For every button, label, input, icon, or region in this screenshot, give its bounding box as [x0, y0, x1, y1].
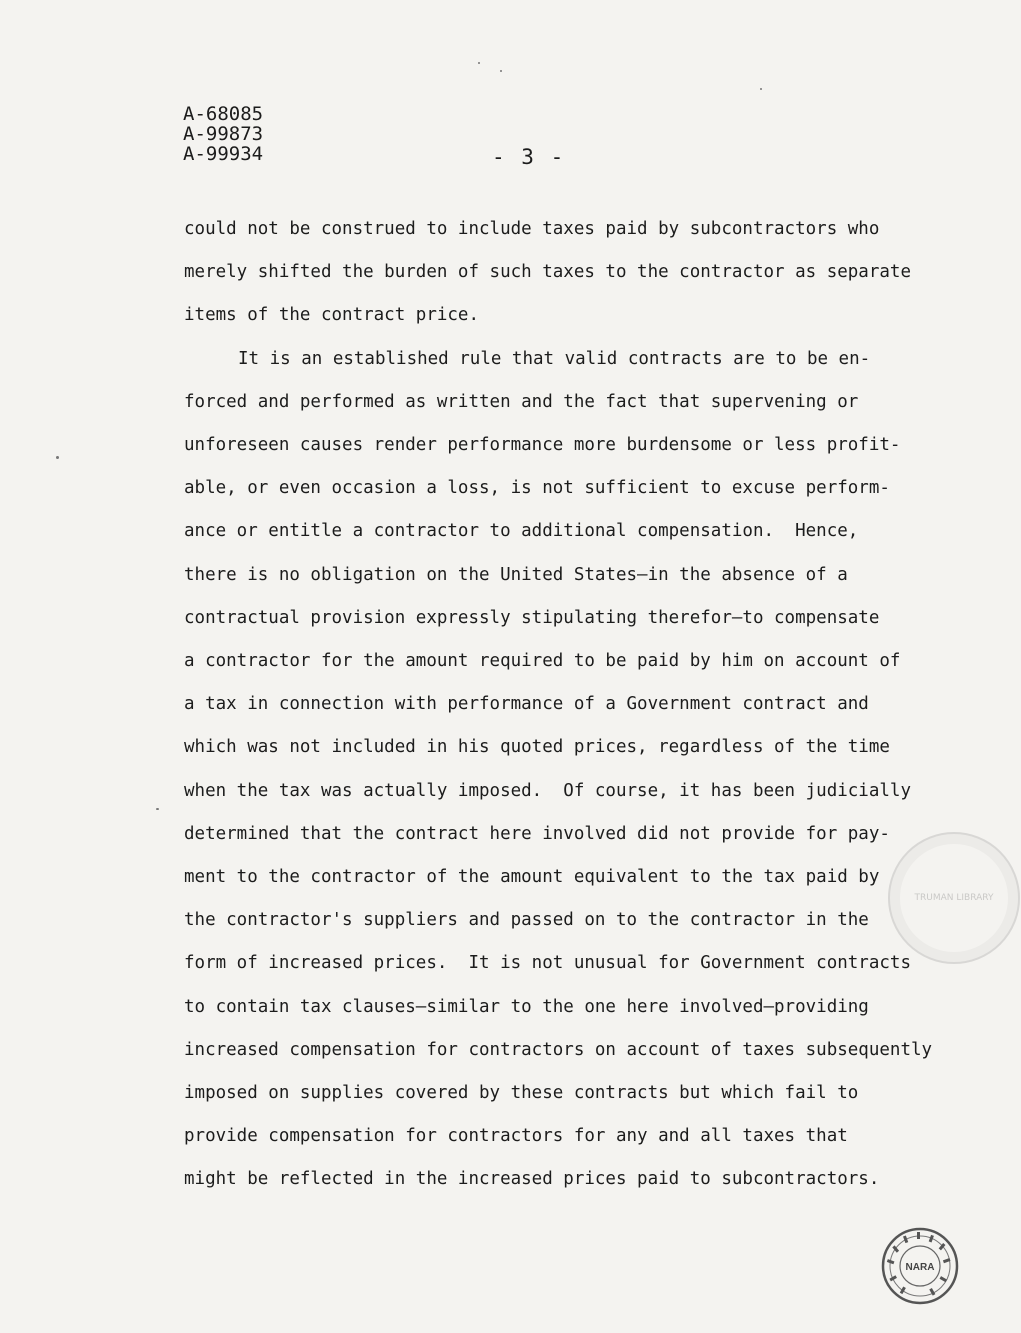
text-line: ment to the contractor of the amount equivalent to the tax paid by: [184, 867, 880, 888]
svg-text:NARA: NARA: [905, 1262, 935, 1273]
text-line: to contain tax clauses—similar to the one here involved—providing: [184, 996, 869, 1017]
file-number-block: [183, 104, 263, 164]
paragraph-first-line: It is an established rule that valid contracts are to be en-: [238, 348, 871, 369]
text-line: could not be construed to include taxes paid by subcontractors who: [184, 219, 880, 239]
body-text: [184, 208, 974, 1202]
file-number: A-68085: [183, 103, 264, 125]
scan-speck: [56, 456, 59, 459]
text-line: the contractor's suppliers and passed on to the contractor in the: [184, 910, 869, 931]
text-line: form of increased prices. It is not unusual for Government contracts: [184, 953, 911, 974]
text-line: when the tax was actually imposed. Of course, it has been judicially: [184, 780, 911, 801]
text-line: there is no obligation on the United States—in the absence of a: [184, 564, 848, 585]
library-seal-label: TRUMAN LIBRARY: [914, 893, 994, 903]
text-line: contractual provision expressly stipulating therefor—to compensate: [184, 607, 880, 628]
scan-speck: [500, 70, 502, 72]
text-line: provide compensation for contractors for any and all taxes that: [184, 1126, 848, 1147]
file-number: A-99934: [183, 143, 264, 165]
scan-speck: [760, 88, 762, 90]
text-line: a tax in connection with performance of a Government contract and: [184, 694, 869, 715]
file-number: A-99873: [183, 123, 264, 145]
text-line: forced and performed as written and the fact that supervening or: [184, 391, 859, 412]
text-line: determined that the contract here involved did not provide for pay-: [184, 823, 890, 844]
text-line: a contractor for the amount required to be paid by him on account of: [184, 651, 901, 672]
text-line: items of the contract price.: [184, 305, 480, 326]
text-line: increased compensation for contractors on account of taxes subsequently: [184, 1039, 933, 1060]
text-line: able, or even occasion a loss, is not sufficient to excuse perform-: [184, 478, 890, 499]
text-line: imposed on supplies covered by these contracts but which fail to: [184, 1083, 859, 1104]
library-seal-stamp: [888, 832, 1020, 964]
page-number: - 3 -: [492, 145, 566, 169]
text-line: ance or entitle a contractor to additional compensation. Hence,: [184, 521, 859, 542]
text-line: merely shifted the burden of such taxes to the contractor as separate: [184, 262, 911, 283]
text-line: which was not included in his quoted prices, regardless of the time: [184, 737, 890, 758]
scan-speck: [156, 808, 159, 810]
nara-seal-stamp: [880, 1226, 960, 1306]
nara-seal-icon: [880, 1226, 960, 1306]
scan-speck: [478, 62, 480, 64]
text-line: unforeseen causes render performance more burdensome or less profit-: [184, 435, 901, 456]
text-line: might be reflected in the increased prices paid to subcontractors.: [184, 1169, 880, 1190]
